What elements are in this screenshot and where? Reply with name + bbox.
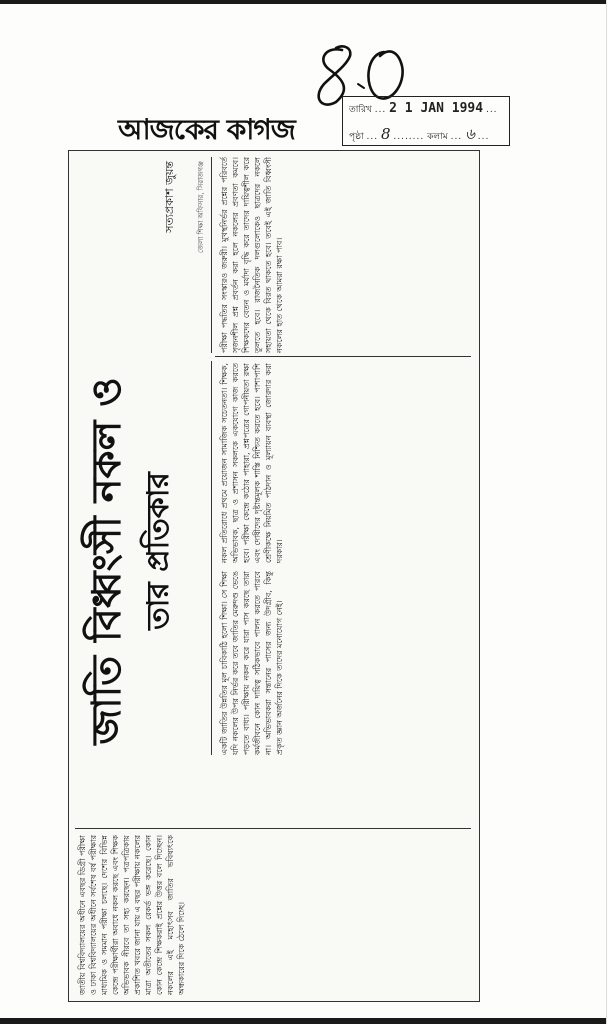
stamp-column-value: ৬ (465, 125, 475, 143)
newspaper-masthead: আজকের কাগজ (118, 113, 295, 146)
article-subhead: তার প্রতিকার (141, 472, 176, 630)
article-column-4: পরীক্ষা পদ্ধতির সংস্কারও জরুরী। মুখস্থনির্ভর প্রশ্নের পরিবর্তে সৃজনশীল প্রশ্ন প্রবর্তন করা হলে নকলের প্রবণতা কমবে। শিক্ষকদের বেতন ও মর্যাদা বৃদ্ধি করে তাদের দায়িত্বশীল করে তুলতে হবে। রাজনৈতিক দলগুলোকেও ছাত্রদের নকলে সহায়তা থেকে বিরত থাকতে হবে। তবেই এই জাতি বিধ্বংসী নকলের হাত থেকে আমরা রক্ষা পাব। (220, 157, 284, 353)
article-column-1: জাতীয় বিশ্ববিদ্যালয়ের অধীনে এবছর ডিগ্রী পরীক্ষা ও ঢাকা বিশ্ববিদ্যালয়ের অধীনে সর্বশেষ বর্ষ পরীক্ষার মাধ্যমিক ও সমমান পরীক্ষা চলছে। দেশের বিভিন্ন কেন্দ্রে পরীক্ষার্থীরা অবাধে নকল করছে এবং শিক্ষক অভিভাবক নীরবে তা সহ্য করছেন। পত্রপত্রিকায় প্রকাশিত খবরে জানা যায় এ বছর পরীক্ষায় নকলের মাত্রা অতীতের সকল রেকর্ড ভঙ্গ করেছে। কোন কোন কেন্দ্রে শিক্ষকরাই প্রশ্নের উত্তর বলে দিচ্ছেন। নকলের এই মহোৎসব জাতির ভবিষ্যৎকে অন্ধকারের দিকে ঠেলে দিচ্ছে। (78, 835, 186, 995)
stamp-date-row: তারিখ ... 2 1 JAN 1994 ... (349, 101, 498, 116)
scan-border-top (0, 0, 616, 4)
rotated-article (69, 151, 479, 1001)
scan-border-right (606, 0, 616, 1024)
article-column-3: নকল প্রতিরোধে প্রথমে প্রয়োজন সামাজিক সচেতনতা। শিক্ষক, অভিভাবক, ছাত্র ও প্রশাসন সকলকে একযোগে কাজ করতে হবে। পরীক্ষা কেন্দ্রে কঠোর পাহারা, প্রশ্নপত্রের গোপনীয়তা রক্ষা এবং দোষীদের দৃষ্টান্তমূলক শাস্তি নিশ্চিত করতে হবে। পাশাপাশি শ্রেণীকক্ষে নিয়মিত পাঠদান ও মূল্যায়ন ব্যবস্থা জোরদার করা দরকার। (220, 363, 284, 563)
stamp-page-value: 8 (380, 125, 391, 143)
byline-divider (211, 157, 212, 353)
stamp-date-label: তারিখ (349, 105, 372, 115)
archive-stamp (342, 96, 510, 146)
headline-divider (211, 361, 212, 755)
article-byline: সত্যপ্রকাশ জুয়ন্ত (163, 161, 176, 233)
stamp-page-row: পৃষ্ঠা ... 8 ........ কলাম ... ৬ ... (349, 125, 490, 143)
stamp-column-label: কলাম (427, 132, 448, 142)
newspaper-clipping (68, 150, 480, 1002)
scan-border-bottom (0, 1018, 616, 1024)
stamp-date-value: 2 1 JAN 1994 (389, 101, 484, 116)
column-divider (215, 356, 471, 357)
column-divider (75, 828, 471, 829)
article-column-2: একটি জাতির উন্নতির মূল চাবিকাঠি হলো শিক্ষা। সে শিক্ষা যদি নকলের উপর নির্ভর করে তবে জাতির মেরুদণ্ড ভেঙে পড়তে বাধ্য। পরীক্ষায় নকল করে যারা পাস করছে তারা কর্মজীবনে কোন দায়িত্ব সঠিকভাবে পালন করতে পারবে না। অভিভাবকরা সন্তানের পাসের জন্য উদগ্রীব, কিন্তু প্রকৃত জ্ঞান অর্জনের দিকে তাদের মনোযোগ নেই। (220, 571, 284, 755)
stamp-page-label: পৃষ্ঠা (349, 132, 364, 142)
article-credit: জেলা শিক্ষা অফিসার, সিরাজগঞ্জ (197, 161, 205, 254)
article-headline: জাতি বিধ্বংসী নকল ও (83, 377, 130, 745)
